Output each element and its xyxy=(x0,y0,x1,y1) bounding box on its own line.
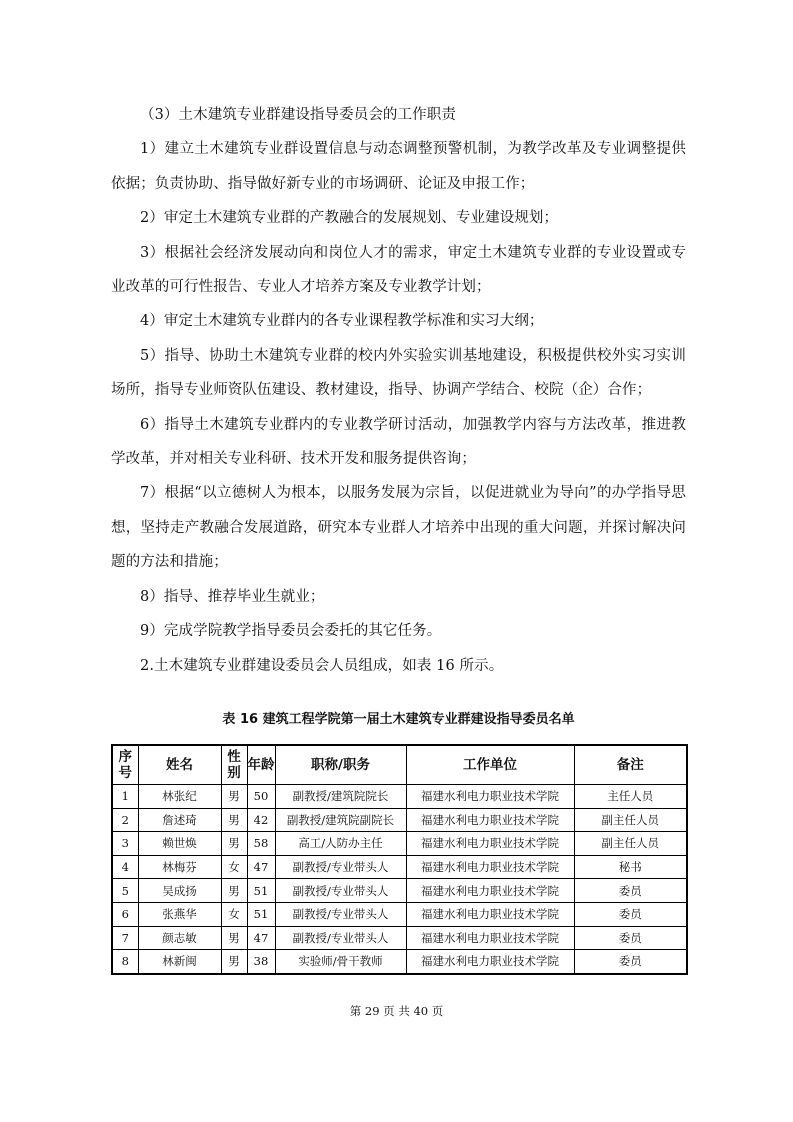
cell-gender: 男 xyxy=(221,832,247,856)
column-header-employer: 工作单位 xyxy=(406,745,574,785)
paragraph: 2.土木建筑专业群建设委员会人员组成，如表 16 所示。 xyxy=(140,657,504,674)
cell-title: 副教授/专业带头人 xyxy=(275,902,406,926)
cell-remark: 秘书 xyxy=(574,855,687,879)
cell-age: 58 xyxy=(247,832,275,856)
column-header-title: 职称/职务 xyxy=(275,745,406,785)
column-header-age: 年龄 xyxy=(247,745,275,785)
cell-age: 50 xyxy=(247,785,275,809)
cell-name: 林梅芬 xyxy=(138,855,221,879)
cell-employer: 福建水利电力职业技术学院 xyxy=(406,879,574,903)
table-row xyxy=(112,808,687,832)
cell-remark: 委员 xyxy=(574,950,687,974)
cell-gender: 男 xyxy=(221,879,247,903)
cell-name: 赖世焕 xyxy=(138,832,221,856)
cell-name: 颜志敏 xyxy=(138,926,221,950)
paragraph: 4）审定土木建筑专业群内的各专业课程教学标准和实习大纲； xyxy=(140,313,544,330)
cell-index: 7 xyxy=(112,926,138,950)
paragraph: 7）根据“以立德树人为根本，以服务发展为宗旨，以促进就业为导向”的办学指导思想，坚持走产教融合发展道路，研究本专业群人才培养中出现的重大问题，并探讨解决问题的方法和措施； xyxy=(111,485,686,571)
cell-remark: 主任人员 xyxy=(574,785,687,809)
cell-employer: 福建水利电力职业技术学院 xyxy=(406,926,574,950)
column-header-name: 姓名 xyxy=(138,745,221,785)
cell-name: 吴成扬 xyxy=(138,879,221,903)
cell-index: 5 xyxy=(112,879,138,903)
cell-title: 副教授/建筑院副院长 xyxy=(275,808,406,832)
cell-name: 詹述琦 xyxy=(138,808,221,832)
cell-gender: 男 xyxy=(221,808,247,832)
cell-gender: 女 xyxy=(221,902,247,926)
cell-age: 47 xyxy=(247,855,275,879)
cell-age: 51 xyxy=(247,879,275,903)
cell-index: 1 xyxy=(112,785,138,809)
cell-age: 51 xyxy=(247,902,275,926)
cell-employer: 福建水利电力职业技术学院 xyxy=(406,832,574,856)
cell-index: 3 xyxy=(112,832,138,856)
committee-roster-table xyxy=(111,744,688,975)
page-number-footer: 第 29 页 共 40 页 xyxy=(349,1004,444,1018)
cell-gender: 男 xyxy=(221,785,247,809)
paragraph: 6）指导土木建筑专业群内的专业教学研讨活动，加强教学内容与方法改革，推进教学改革，并对相关专业科研、技术开发和服务提供咨询； xyxy=(111,416,686,468)
cell-gender: 男 xyxy=(221,926,247,950)
cell-index: 2 xyxy=(112,808,138,832)
cell-age: 38 xyxy=(247,950,275,974)
table-row xyxy=(112,902,687,926)
cell-employer: 福建水利电力职业技术学院 xyxy=(406,855,574,879)
column-header-gender: 性别 xyxy=(221,745,247,785)
cell-remark: 副主任人员 xyxy=(574,832,687,856)
table-row xyxy=(112,855,687,879)
cell-age: 42 xyxy=(247,808,275,832)
table-row xyxy=(112,926,687,950)
column-header-index: 序号 xyxy=(112,745,138,785)
cell-name: 林张纪 xyxy=(138,785,221,809)
cell-title: 实验师/骨干教师 xyxy=(275,950,406,974)
section-heading: （3）土木建筑专业群建设指导委员会的工作职责 xyxy=(140,107,456,123)
cell-employer: 福建水利电力职业技术学院 xyxy=(406,785,574,809)
cell-title: 副教授/专业带头人 xyxy=(275,926,406,950)
cell-remark: 副主任人员 xyxy=(574,808,687,832)
paragraph: 1）建立土木建筑专业群设置信息与动态调整预警机制，为教学改革及专业调整提供依据；负责协助、指导做好新专业的市场调研、论证及申报工作； xyxy=(111,141,686,192)
cell-title: 副教授/建筑院院长 xyxy=(275,785,406,809)
paragraph: 8）指导、推荐毕业生就业； xyxy=(140,588,325,605)
paragraph: 9）完成学院教学指导委员会委托的其它任务。 xyxy=(140,623,442,640)
cell-age: 47 xyxy=(247,926,275,950)
cell-title: 副教授/专业带头人 xyxy=(275,879,406,903)
paragraph: 5）指导、协助土木建筑专业群的校内外实验实训基地建设，积极提供校外实习实训场所，指导专业师资队伍建设、教材建设，指导、协调产学结合、校院（企）合作； xyxy=(111,347,686,399)
table-caption: 表 16 建筑工程学院第一届土木建筑专业群建设指导委员名单 xyxy=(222,712,575,727)
column-header-remark: 备注 xyxy=(574,745,687,785)
cell-employer: 福建水利电力职业技术学院 xyxy=(406,950,574,974)
cell-employer: 福建水利电力职业技术学院 xyxy=(406,808,574,832)
cell-gender: 女 xyxy=(221,855,247,879)
cell-name: 林新闽 xyxy=(138,950,221,974)
cell-index: 8 xyxy=(112,950,138,974)
table-row xyxy=(112,950,687,974)
table-header-row xyxy=(112,745,687,785)
cell-name: 张燕华 xyxy=(138,902,221,926)
cell-title: 高工/人防办主任 xyxy=(275,832,406,856)
paragraph: 2）审定土木建筑专业群的产教融合的发展规划、专业建设规划； xyxy=(140,210,559,227)
table-row xyxy=(112,785,687,809)
cell-remark: 委员 xyxy=(574,879,687,903)
cell-employer: 福建水利电力职业技术学院 xyxy=(406,902,574,926)
table-row xyxy=(112,832,687,856)
body-text xyxy=(111,98,686,683)
table-row xyxy=(112,879,687,903)
cell-remark: 委员 xyxy=(574,926,687,950)
cell-title: 副教授/专业带头人 xyxy=(275,855,406,879)
cell-gender: 男 xyxy=(221,950,247,974)
cell-remark: 委员 xyxy=(574,902,687,926)
cell-index: 6 xyxy=(112,902,138,926)
paragraph: 3）根据社会经济发展动向和岗位人才的需求，审定土木建筑专业群的专业设置或专业改革的可行性报告、专业人才培养方案及专业教学计划； xyxy=(111,244,686,296)
cell-index: 4 xyxy=(112,855,138,879)
